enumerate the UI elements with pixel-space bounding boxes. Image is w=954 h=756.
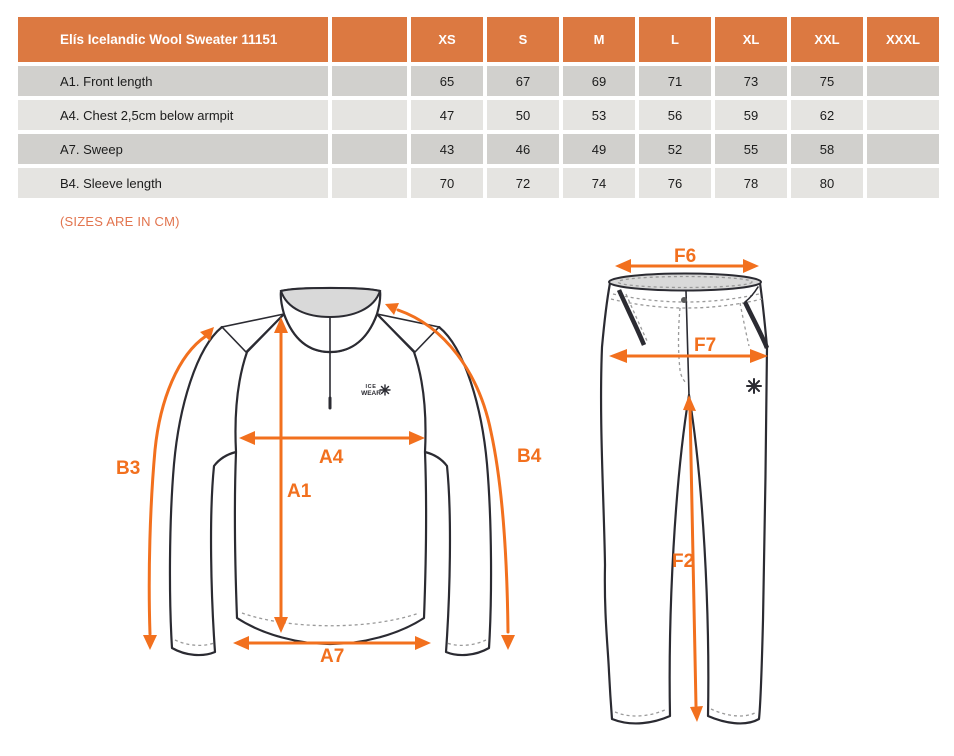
logo-text-top: ICE [365, 384, 377, 390]
value-cell: 80 [791, 168, 863, 198]
value-cell: 47 [411, 100, 483, 130]
value-cell: 58 [791, 134, 863, 164]
brand-logo [361, 384, 390, 397]
pants-label-f2: F2 [672, 551, 695, 572]
size-diagrams [0, 240, 954, 756]
size-col-header-l: L [639, 17, 711, 62]
value-cell [867, 100, 939, 130]
value-cell: 53 [563, 100, 635, 130]
value-cell: 50 [487, 100, 559, 130]
value-cell: 73 [715, 66, 787, 96]
value-cell: 49 [563, 134, 635, 164]
logo-text-bottom: WEAR [361, 390, 381, 397]
size-col-header-xs: XS [411, 17, 483, 62]
value-cell [867, 168, 939, 198]
pants-label-f6: F6 [674, 246, 697, 267]
sweater-label-a4: A4 [319, 447, 344, 468]
pants-label-f7: F7 [694, 335, 717, 356]
waist-button [681, 297, 687, 303]
size-col-header-xxl: XXL [791, 17, 863, 62]
value-cell [867, 66, 939, 96]
size-table [18, 17, 939, 198]
row-label: A1. Front length [18, 66, 328, 96]
value-cell: 72 [487, 168, 559, 198]
value-cell [867, 134, 939, 164]
value-cell: 65 [411, 66, 483, 96]
value-cell: 71 [639, 66, 711, 96]
sweater-label-b4: B4 [517, 446, 542, 467]
sweater-label-a1: A1 [287, 481, 312, 502]
value-cell: 62 [791, 100, 863, 130]
value-cell: 69 [563, 66, 635, 96]
value-cell: 43 [411, 134, 483, 164]
size-col-header-xxxl: XXXL [867, 17, 939, 62]
snowflake-icon [380, 385, 390, 395]
size-col-header-m: M [563, 17, 635, 62]
value-cell: 78 [715, 168, 787, 198]
cell-spacer [332, 134, 407, 164]
row-label: B4. Sleeve length [18, 168, 328, 198]
pants-diagram [601, 246, 768, 723]
size-col-header-xl: XL [715, 17, 787, 62]
size-col-header-s: S [487, 17, 559, 62]
cell-spacer [332, 66, 407, 96]
sweater-label-a7: A7 [320, 646, 345, 667]
value-cell: 56 [639, 100, 711, 130]
value-cell: 52 [639, 134, 711, 164]
cell-spacer [332, 168, 407, 198]
value-cell: 55 [715, 134, 787, 164]
table-title: Elís Icelandic Wool Sweater 11151 [18, 17, 328, 62]
value-cell: 74 [563, 168, 635, 198]
sweater-diagram [116, 288, 542, 667]
row-label: A7. Sweep [18, 134, 328, 164]
cell-spacer [332, 100, 407, 130]
value-cell: 75 [791, 66, 863, 96]
value-cell: 67 [487, 66, 559, 96]
value-cell: 59 [715, 100, 787, 130]
row-label: A4. Chest 2,5cm below armpit [18, 100, 328, 130]
value-cell: 70 [411, 168, 483, 198]
value-cell: 76 [639, 168, 711, 198]
pants-body [601, 277, 767, 723]
header-cell-spacer [332, 17, 407, 62]
value-cell: 46 [487, 134, 559, 164]
sweater-label-b3: B3 [116, 458, 141, 479]
sizes-unit-note: (SIZES ARE IN CM) [60, 214, 180, 229]
snowflake-logo [747, 379, 761, 393]
